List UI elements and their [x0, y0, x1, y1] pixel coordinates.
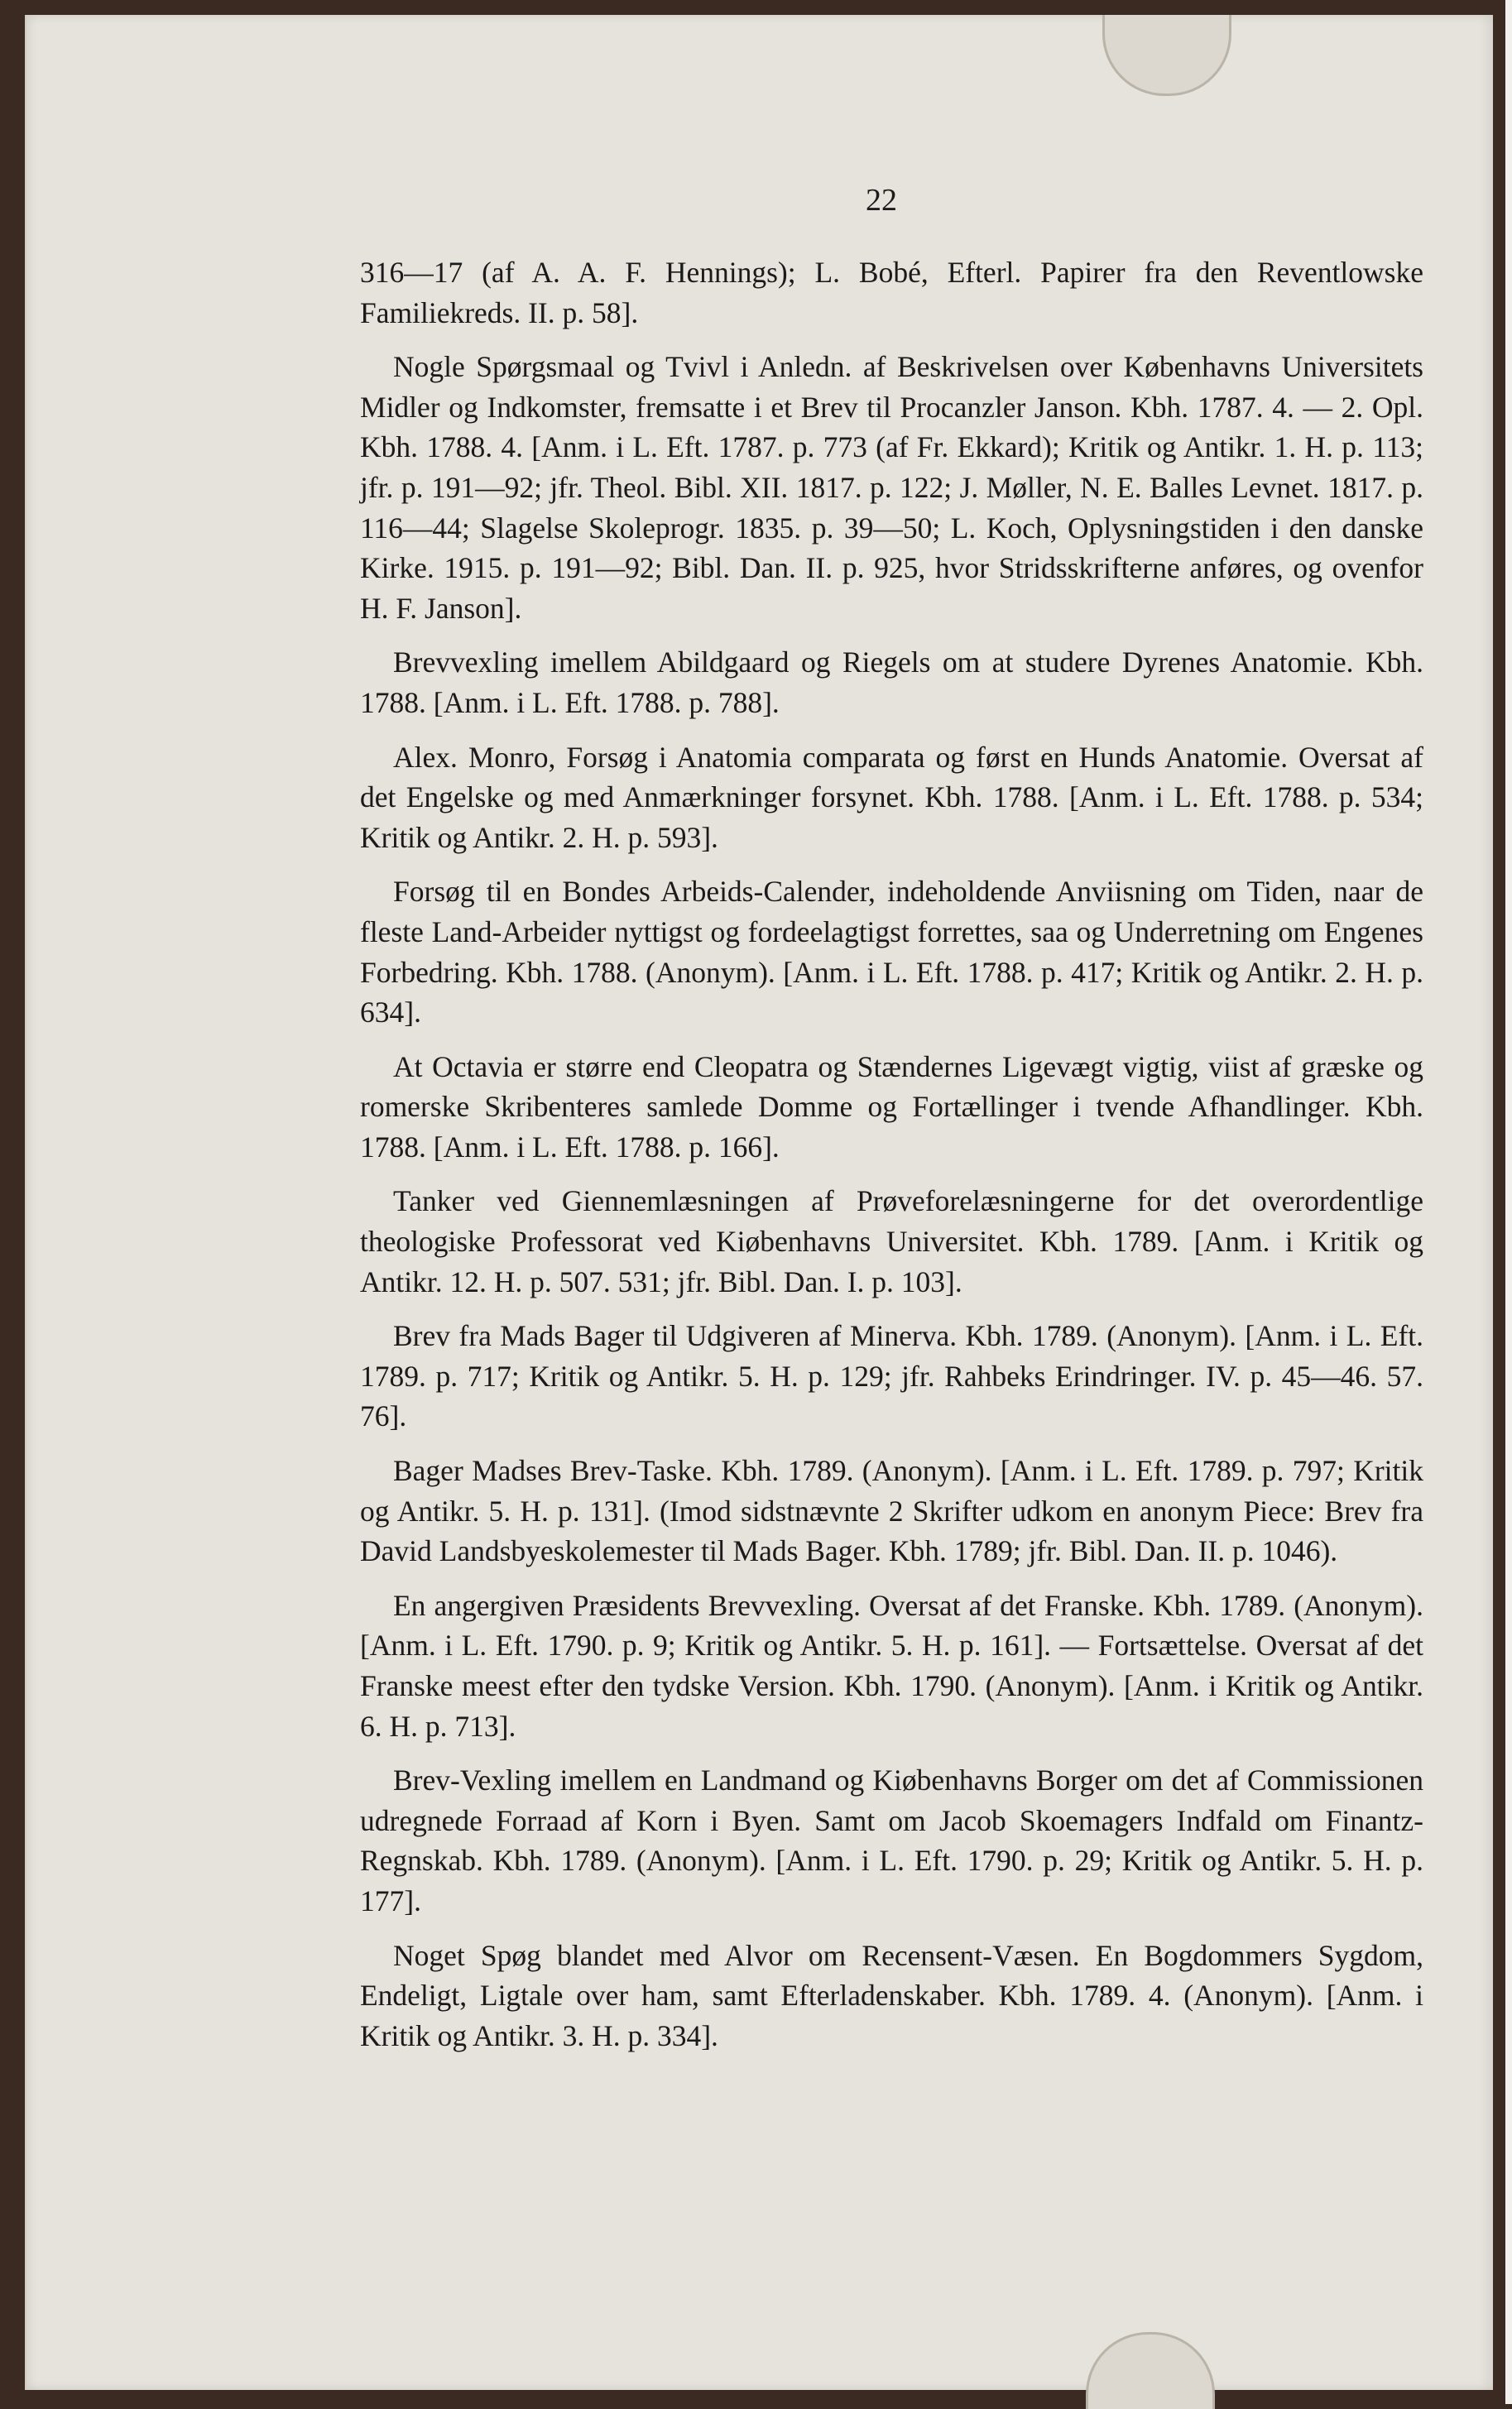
- bibliography-entry: Nogle Spørgsmaal og Tvivl i Anledn. af Beskrivelsen over Københavns Universitets Midler og Indkomster, fremsatte i et Brev til Procanzler Janson. Kbh. 1787. 4. — 2. Opl. Kbh. 1788. 4. [Anm. i L. Eft. 1787. p. 773 (af Fr. Ekkard); Kritik og Antikr. 1. H. p. 113; jfr. p. 191—92; jfr. Theol. Bibl. XII. 1817. p. 122; J. Møller, N. E. Balles Levnet. 1817. p. 116—44; Slagelse Skoleprogr. 1835. p. 39—50; L. Koch, Oplysningstiden i den danske Kirke. 1915. p. 191—92; Bibl. Dan. II. p. 925, hvor Stridsskrifterne anføres, og ovenfor H. F. Janson].: [360, 350, 1423, 625]
- bibliography-entry: Forsøg til en Bondes Arbeids-Calender, indeholdende Anviisning om Tiden, naar de fleste Land-Arbeider nyttigst og fordeelagtigst forrettes, saa og Underretning om Engenes Forbedring. Kbh. 1788. (Anonym). [Anm. i L. Eft. 1788. p. 417; Kritik og Antikr. 2. H. p. 634].: [360, 875, 1423, 1029]
- page-fold-mark: [1102, 15, 1231, 96]
- page-number: 22: [866, 183, 897, 218]
- bibliography-text: [360, 252, 1423, 2070]
- bibliography-entry: Tanker ved Giennemlæsningen af Prøveforelæsningerne for det overordentlige theologiske Professorat ved Kiøbenhavns Universitet. Kbh. 1789. [Anm. i Kritik og Antikr. 12. H. p. 507. 531; jfr. Bibl. Dan. I. p. 103].: [360, 1184, 1423, 1298]
- bibliography-entry: At Octavia er større end Cleopatra og Stændernes Ligevægt vigtig, viist af græske og romerske Skribenteres samlede Domme og Fortællinger i tvende Afhandlinger. Kbh. 1788. [Anm. i L. Eft. 1788. p. 166].: [360, 1049, 1423, 1164]
- bibliography-entry: Alex. Monro, Forsøg i Anatomia comparata og først en Hunds Anatomie. Oversat af det Engelske og med Anmærkninger forsynet. Kbh. 1788. [Anm. i L. Eft. 1788. p. 534; Kritik og Antikr. 2. H. p. 593].: [360, 740, 1423, 854]
- bibliography-entry: Noget Spøg blandet med Alvor om Recensent-Væsen. En Bogdommers Sygdom, Endeligt, Ligtale over ham, samt Efterladenskaber. Kbh. 1789. 4. (Anonym). [Anm. i Kritik og Antikr. 3. H. p. 334].: [360, 1938, 1423, 2052]
- bibliography-entry: Bager Madses Brev-Taske. Kbh. 1789. (Anonym). [Anm. i L. Eft. 1789. p. 797; Kritik og Antikr. 5. H. p. 131]. (Imod sidstnævnte 2 Skrifter udkom en anonym Piece: Brev fra David Landsbyeskolemester til Mads Bager. Kbh. 1789; jfr. Bibl. Dan. II. p. 1046).: [360, 1454, 1423, 1568]
- page-fold-mark: [1086, 2332, 1215, 2409]
- page-edge: [1505, 0, 1512, 2404]
- bibliography-entry: En angergiven Præsidents Brevvexling. Oversat af det Franske. Kbh. 1789. (Anonym). [Anm. i L. Eft. 1790. p. 9; Kritik og Antikr. 5. H. p. 161]. — Fortsættelse. Oversat af det Franske meest efter den tydske Version. Kbh. 1790. (Anonym). [Anm. i Kritik og Antikr. 6. H. p. 713].: [360, 1588, 1423, 1743]
- bibliography-entry: Brev-Vexling imellem en Landmand og Kiøbenhavns Borger om det af Commissionen udregnede Forraad af Korn i Byen. Samt om Jacob Skoemagers Indfald om Finantz-Regnskab. Kbh. 1789. (Anonym). [Anm. i L. Eft. 1790. p. 29; Kritik og Antikr. 5. H. p. 177].: [360, 1764, 1423, 1917]
- bibliography-entry: 316—17 (af A. A. F. Hennings); L. Bobé, Efterl. Papirer fra den Reventlowske Familiekreds. II. p. 58].: [360, 256, 1423, 329]
- bibliography-entry: Brev fra Mads Bager til Udgiveren af Minerva. Kbh. 1789. (Anonym). [Anm. i L. Eft. 1789. p. 717; Kritik og Antikr. 5. H. p. 129; jfr. Rahbeks Erindringer. IV. p. 45—46. 57. 76].: [360, 1319, 1423, 1433]
- bibliography-entry: Brevvexling imellem Abildgaard og Riegels om at studere Dyrenes Anatomie. Kbh. 1788. [Anm. i L. Eft. 1788. p. 788].: [360, 645, 1423, 719]
